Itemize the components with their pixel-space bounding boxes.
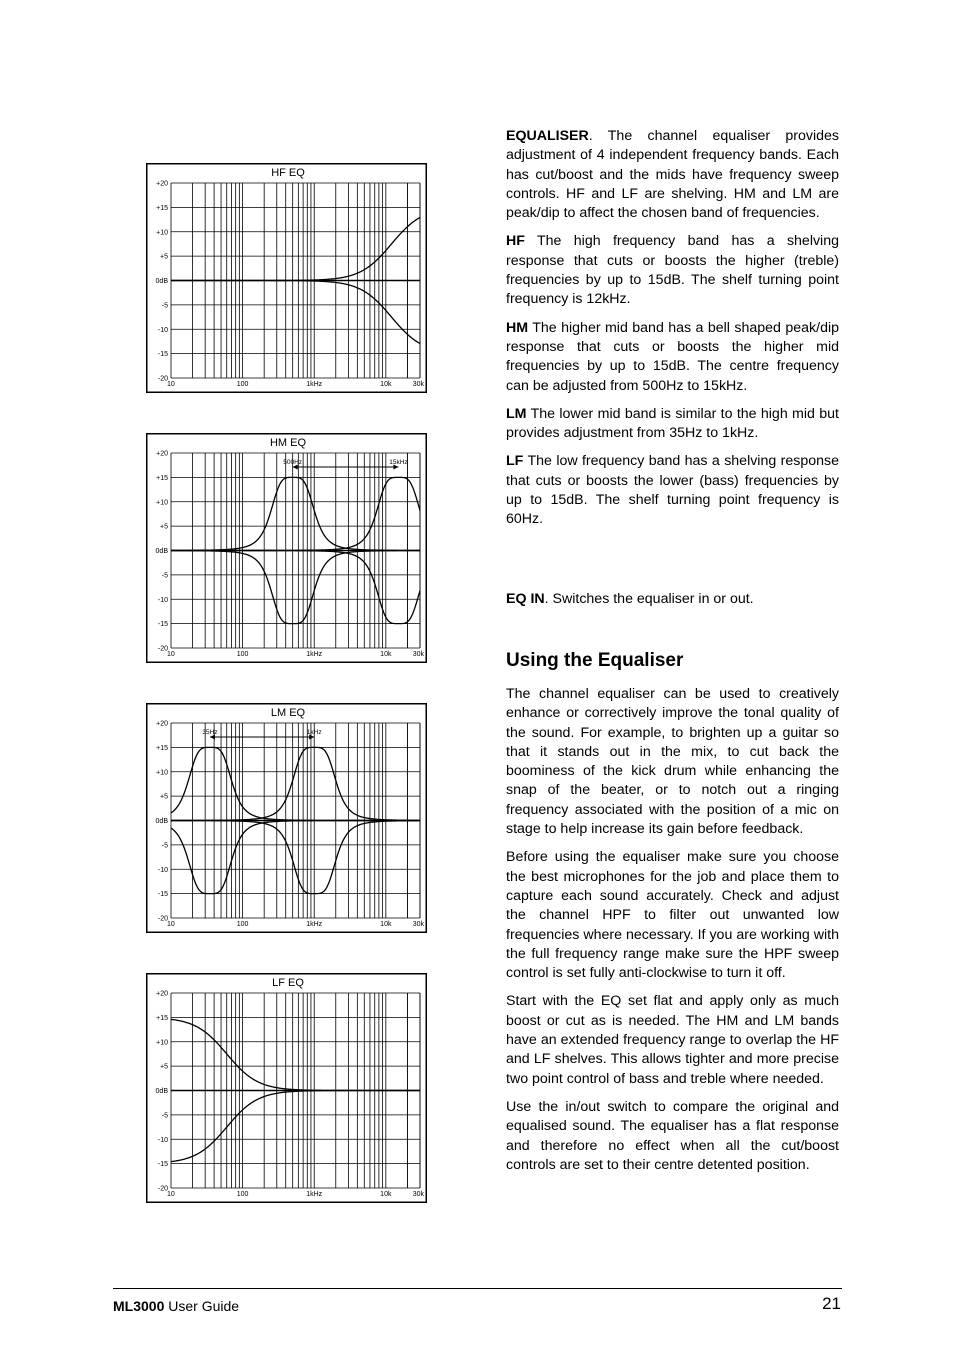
- x-tick-label: 30k: [412, 381, 424, 388]
- chart-frame: [147, 434, 427, 663]
- y-tick-label: +15: [156, 1014, 168, 1022]
- y-tick-label: 0dB: [155, 548, 168, 555]
- para-lf: LF The low frequency band has a shelving response that cuts or boosts the lower (bass) frequencies by up to 15dB. The shelf turning point frequency is 60Hz.: [506, 453, 839, 528]
- y-tick-label: 0dB: [155, 1088, 168, 1095]
- x-tick-label: 30k: [412, 651, 424, 658]
- x-tick-label: 1kHz: [306, 381, 323, 388]
- y-tick-label: +20: [156, 990, 168, 998]
- x-tick-label: 10k: [380, 1191, 392, 1198]
- x-tick-label: 100: [236, 921, 249, 928]
- y-tick-label: -20: [157, 915, 168, 923]
- body-paragraph: The channel equaliser can be used to creatively enhance or correctively improve the tonal quality of the sound. For example, to brighten up a guitar so that it stands out in the mix, to cut back the boominess of the kick drum while enhancing the snap of the beater, or to notch out a ringing frequency associated with the position of a mic on stage to help increase its gain before feedback.: [506, 686, 839, 838]
- y-tick-label: -15: [157, 1161, 168, 1169]
- x-tick-label: 1kHz: [306, 921, 323, 928]
- para-hf: HF The high frequency band has a shelving response that cuts or boosts the higher (treble) frequencies by up to 15dB. The shelf turning point frequency is 12kHz.: [506, 233, 839, 308]
- x-tick-label: 30k: [412, 921, 424, 928]
- section-heading: Using the Equaliser: [506, 650, 684, 671]
- y-tick-label: -15: [157, 621, 168, 629]
- sweep-marker-label: 15kHz: [389, 459, 408, 466]
- footer-guide-title: ML3000 User Guide: [113, 1298, 240, 1314]
- y-tick-label: 0dB: [155, 278, 168, 285]
- y-tick-label: +5: [160, 1063, 168, 1071]
- chart-frame: [147, 704, 427, 933]
- y-tick-label: -5: [161, 842, 168, 850]
- y-tick-label: +10: [156, 229, 168, 237]
- chart-frame: [147, 164, 427, 393]
- sweep-marker-label: 1kHz: [306, 729, 322, 736]
- y-tick-label: -20: [157, 375, 168, 383]
- y-tick-label: -10: [157, 1136, 168, 1144]
- x-tick-label: 100: [236, 651, 249, 658]
- x-tick-label: 100: [236, 381, 249, 388]
- y-tick-label: +10: [156, 499, 168, 507]
- body-paragraph: Before using the equaliser make sure you choose the best microphones for the job and place them to capture each sound accurately. Check and adjust the channel HPF to filter out unwanted low frequencies where necessary. If you are working with the full frequency range make sure the HPF sweep control is set fully anti-clockwise to turn it off.: [506, 849, 839, 982]
- y-tick-label: +15: [156, 744, 168, 752]
- para-equaliser: EQUALISER. The channel equaliser provides adjustment of 4 independent frequency bands. Each has cut/boost and the mids have frequency sweep controls. HF and LF are shelving. HM and LM are peak/dip to affect the chosen band of frequencies.: [506, 128, 839, 222]
- page-number: 21: [822, 1294, 841, 1313]
- y-tick-label: +5: [160, 793, 168, 801]
- using-equaliser-body: [506, 685, 839, 1175]
- chart-title: LF EQ: [272, 977, 304, 989]
- para-eq-in: EQ IN. Switches the equaliser in or out.: [506, 591, 754, 607]
- para-lm: LM The lower mid band is similar to the high mid but provides adjustment from 35Hz to 1kHz.: [506, 405, 839, 442]
- x-tick-label: 30k: [412, 1191, 424, 1198]
- lf-eq-chart: [146, 973, 427, 1203]
- footer-rule: [113, 1288, 842, 1289]
- y-tick-label: -20: [157, 1185, 168, 1193]
- y-tick-label: -10: [157, 866, 168, 874]
- x-tick-label: 10: [167, 921, 175, 928]
- chart-title: HF EQ: [271, 167, 305, 179]
- chart-title: HM EQ: [269, 437, 307, 449]
- body-paragraph: Use the in/out switch to compare the original and equalised sound. The equaliser has a flat response and therefore no effect when all the cut/boost controls are set to their centre detented position.: [506, 1098, 839, 1173]
- y-tick-label: 0dB: [155, 818, 168, 825]
- y-tick-label: -15: [157, 351, 168, 359]
- y-tick-label: +5: [160, 253, 168, 261]
- y-tick-label: -5: [161, 1112, 168, 1120]
- x-tick-label: 10: [167, 1191, 175, 1198]
- y-tick-label: +10: [156, 1039, 168, 1047]
- y-tick-label: -5: [161, 572, 168, 580]
- hf-eq-chart: [146, 163, 427, 393]
- y-tick-label: +15: [156, 204, 168, 212]
- eq-description: [506, 127, 839, 530]
- y-tick-label: -5: [161, 302, 168, 310]
- x-tick-label: 10: [167, 381, 175, 388]
- x-tick-label: 10k: [380, 381, 392, 388]
- hm-eq-chart: [146, 433, 427, 663]
- y-tick-label: +5: [160, 523, 168, 531]
- x-tick-label: 10: [167, 651, 175, 658]
- y-tick-label: +10: [156, 769, 168, 777]
- chart-title: LM EQ: [270, 707, 306, 719]
- chart-frame: [147, 974, 427, 1203]
- y-tick-label: -15: [157, 891, 168, 899]
- para-hm: HM The higher mid band has a bell shaped peak/dip response that cuts or boosts the higher mid frequencies by up to 15dB. The centre frequency can be adjusted from 500Hz to 15kHz.: [506, 319, 839, 394]
- y-tick-label: +20: [156, 720, 168, 728]
- y-tick-label: -10: [157, 596, 168, 604]
- y-tick-label: +20: [156, 450, 168, 458]
- eq-in-description: [506, 590, 839, 609]
- x-tick-label: 10k: [380, 921, 392, 928]
- sweep-marker-label: 35Hz: [202, 729, 218, 736]
- x-tick-label: 100: [236, 1191, 249, 1198]
- y-tick-label: +20: [156, 180, 168, 188]
- body-paragraph: Start with the EQ set flat and apply only as much boost or cut as is needed. The HM and LM bands have an extended frequency range to overlap the HF and LF shelves. This allows tighter and more precise two point control of bass and treble where needed.: [506, 993, 839, 1087]
- x-tick-label: 1kHz: [306, 1191, 323, 1198]
- y-tick-label: -10: [157, 326, 168, 334]
- y-tick-label: +15: [156, 474, 168, 482]
- x-tick-label: 10k: [380, 651, 392, 658]
- sweep-marker-label: 500Hz: [283, 459, 303, 466]
- x-tick-label: 1kHz: [306, 651, 323, 658]
- y-tick-label: -20: [157, 645, 168, 653]
- lm-eq-chart: [146, 703, 427, 933]
